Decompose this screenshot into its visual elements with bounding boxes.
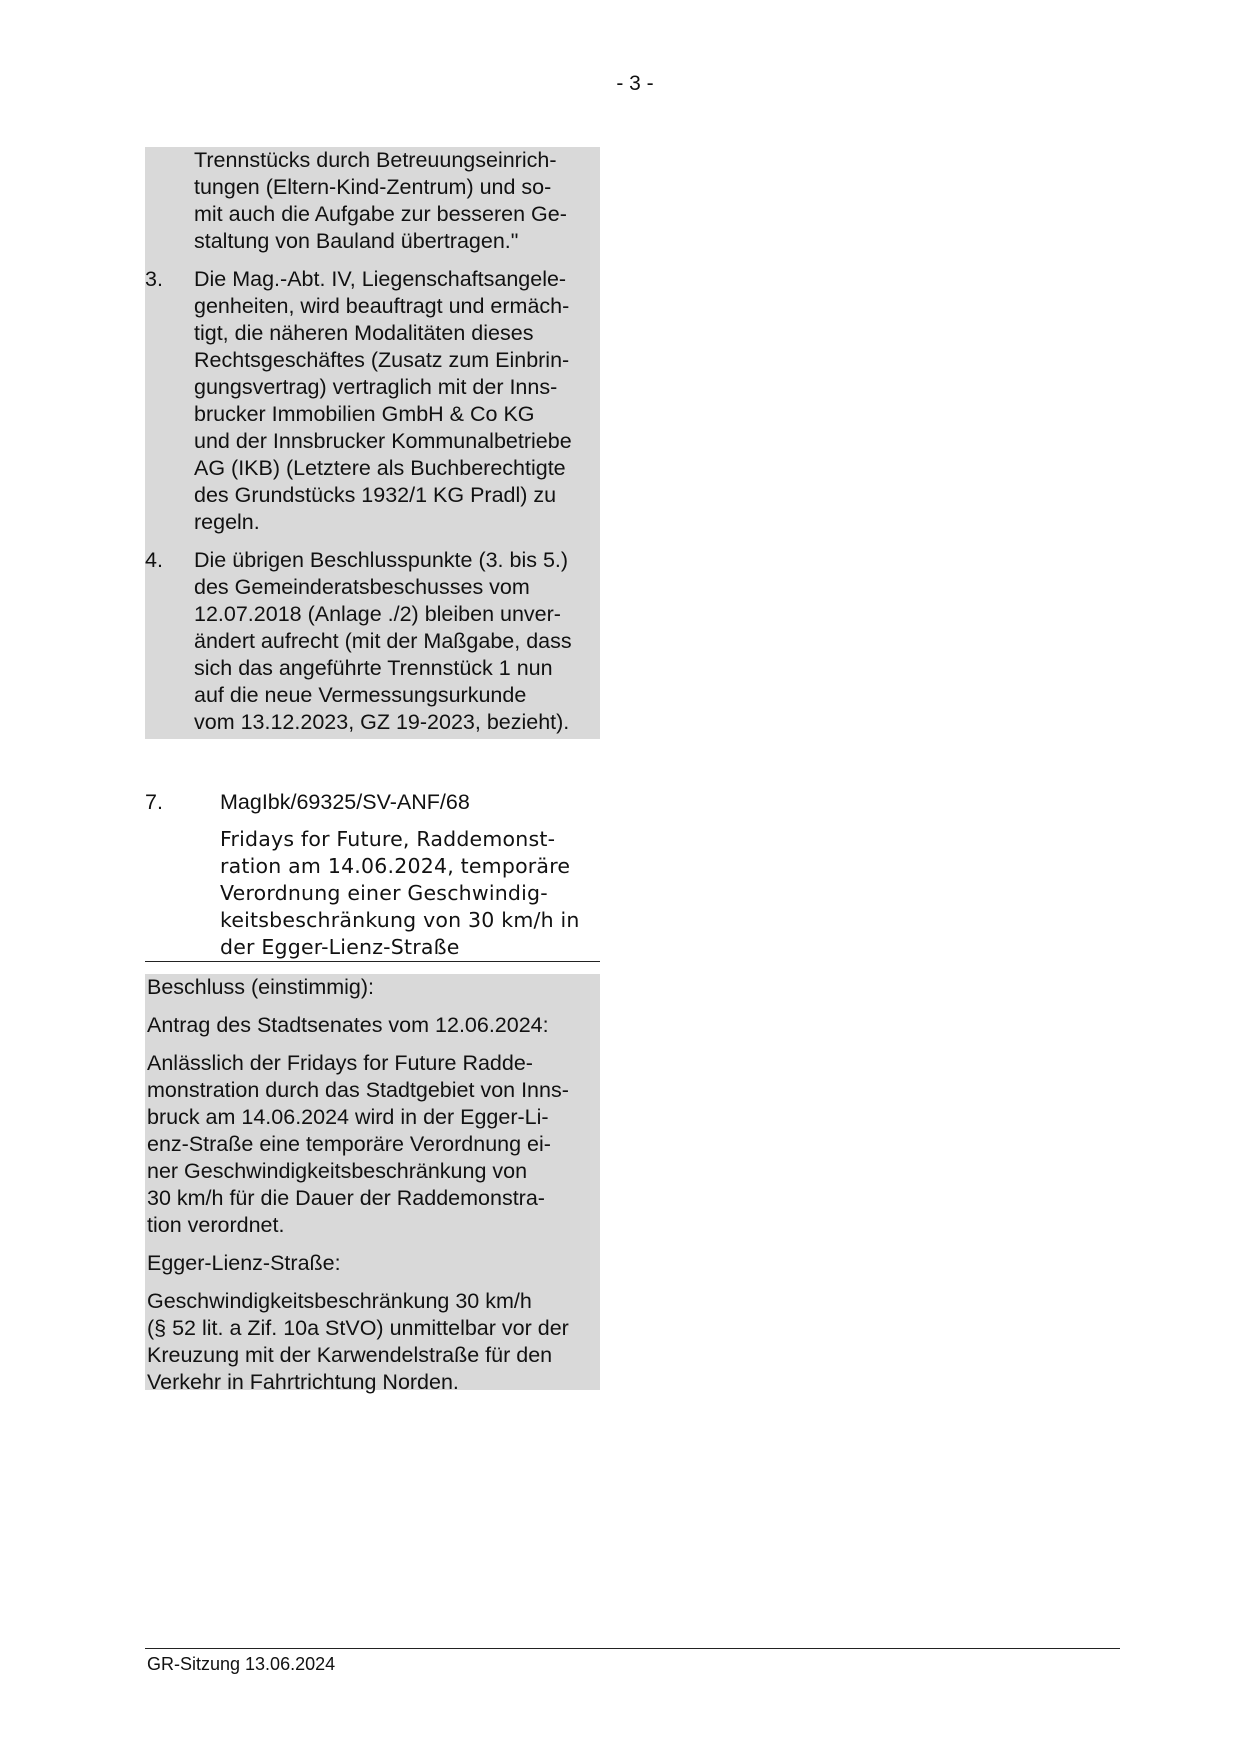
resolution-item-4: [145, 547, 600, 736]
resolution-body: Anlässlich der Fridays for Future Radde- monstration durch das Stadtgebiet von Inns- bruck am 14.06.2024 wird in der Egger-Li- enz-Straße eine temporäre Verordnung ei- ner Geschwindigkeitsbeschränkung von 30 km/h für die Dauer der Raddemonstra- tion verordnet.: [147, 1051, 569, 1237]
footer-text: GR-Sitzung 13.06.2024: [147, 1654, 336, 1674]
item-text: Die Mag.-Abt. IV, Liegenschaftsangele- genheiten, wird beauftragt und ermäch- tigt, die näheren Modalitäten dieses Rechtsgeschäftes (Zusatz zum Einbrin- gungsvertrag) vertraglich mit der Inns- brucker Immobilien GmbH & Co KG und der Innsbrucker Kommunalbetriebe AG (IKB) (Letztere als Buchberechtigte des Grundstücks 1932/1 KG Pradl) zu regeln.: [194, 267, 572, 534]
resolution-continuation-block: [145, 147, 600, 739]
page-number: - 3 -: [616, 72, 654, 95]
motion-line: Antrag des Stadtsenates vom 12.06.2024:: [147, 1013, 549, 1037]
agenda-item-7: [145, 789, 600, 962]
item-text: Die übrigen Beschlusspunkte (3. bis 5.) des Gemeinderatsbeschusses vom 12.07.2018 (Anlage ./2) bleiben unver- ändert aufrecht (mit der Maßgabe, dass sich das angeführte Trennstück 1 nun auf die neue Vermessungsurkunde vom 13.12.2023, GZ 19-2023, bezieht).: [194, 548, 572, 734]
agenda-number: 7.: [145, 790, 163, 814]
resolution-item-3: [145, 266, 600, 536]
street-label: Egger-Lienz-Straße:: [147, 1251, 341, 1275]
agenda-header: [145, 789, 600, 816]
measure-text: Geschwindigkeitsbeschränkung 30 km/h (§ 52 lit. a Zif. 10a StVO) unmittelbar vor der Kreuzung mit der Karwendelstraße für den Verkehr in Fahrtrichtung Norden.: [147, 1289, 569, 1394]
item-number: 3.: [145, 267, 163, 291]
continuation-text: Trennstücks durch Betreuungseinrich- tungen (Eltern-Kind-Zentrum) und so- mit auch die Aufgabe zur besseren Ge- staltung von Bauland übertragen.": [194, 148, 567, 253]
footer-divider: [145, 1648, 1120, 1649]
decision-line: Beschluss (einstimmig):: [147, 975, 374, 999]
resolution-block: [145, 974, 600, 1394]
agenda-title: Fridays for Future, Raddemonst- ration am 14.06.2024, temporäre Verordnung einer Geschwindig- keitsbeschränkung von 30 km/h in der Egger-Lienz-Straße: [220, 827, 580, 959]
agenda-reference: MagIbk/69325/SV-ANF/68: [220, 790, 470, 814]
item-number: 4.: [145, 548, 163, 572]
